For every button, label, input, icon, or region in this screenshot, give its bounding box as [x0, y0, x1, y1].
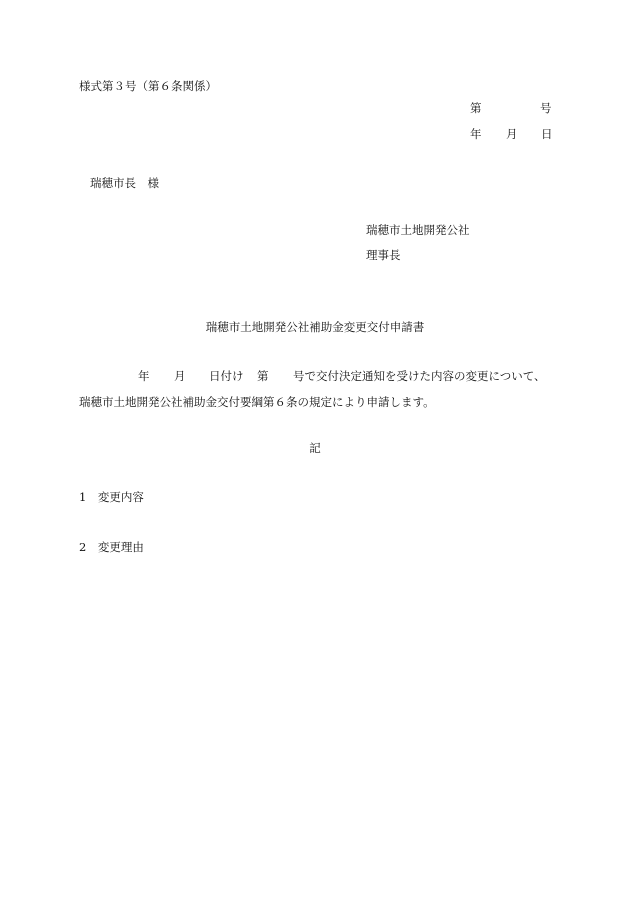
sender-organization: 瑞穂市土地開発公社	[366, 223, 470, 237]
document-number-suffix: 号	[540, 101, 552, 115]
date-year-label: 年	[470, 127, 482, 141]
body-line-2: 瑞穂市土地開発公社補助金交付要綱第６条の規定により申請します。	[79, 395, 435, 409]
item-change-reason: 2 変更理由	[79, 540, 144, 554]
body-line-1-rest: 号で交付決定通知を受けた内容の変更について、	[293, 369, 546, 383]
body-day-dated-label: 日付け	[209, 369, 244, 383]
document-number-label: 第	[470, 101, 482, 115]
body-year-label: 年	[138, 369, 150, 383]
ki-heading: 記	[309, 441, 321, 455]
document-title: 瑞穂市土地開発公社補助金変更交付申請書	[205, 320, 425, 334]
body-line-1	[79, 371, 559, 385]
addressee: 瑞穂市長 様	[90, 176, 159, 190]
date-day-label: 日	[541, 127, 553, 141]
form-number: 様式第３号（第６条関係）	[79, 79, 217, 93]
item-change-content: 1 変更内容	[79, 490, 144, 504]
date-month-label: 月	[506, 127, 518, 141]
body-month-label: 月	[174, 369, 186, 383]
body-number-label: 第	[257, 369, 269, 383]
sender-title: 理事長	[366, 248, 401, 262]
